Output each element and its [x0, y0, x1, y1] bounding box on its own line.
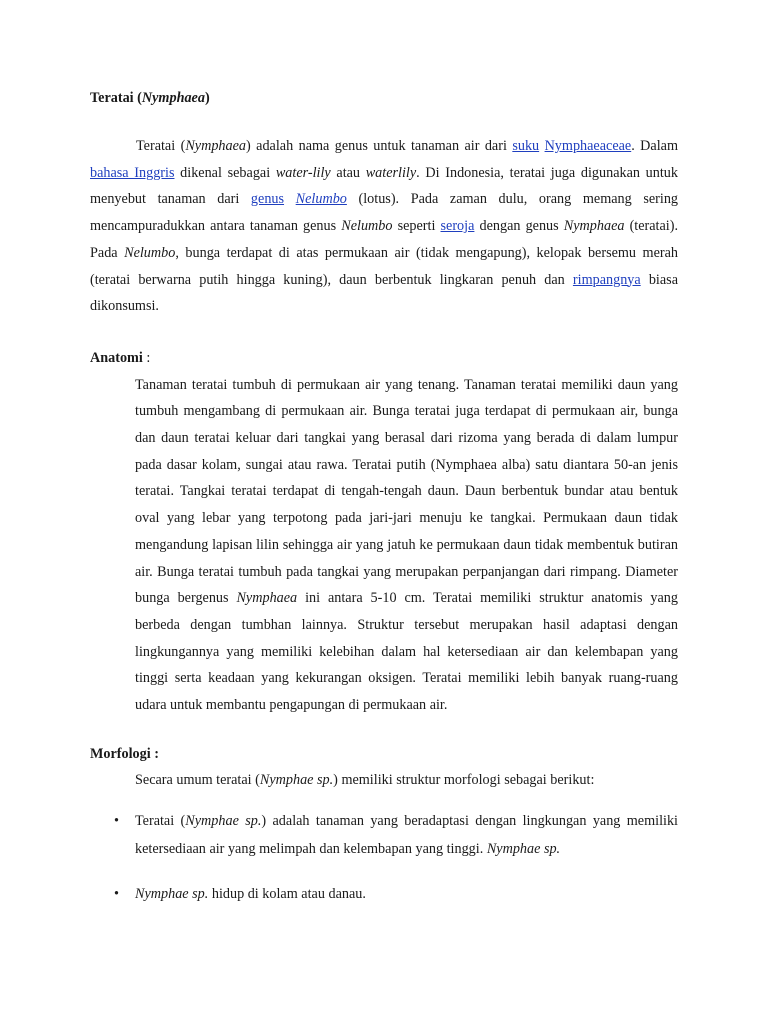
- link-rimpangnya[interactable]: rimpangnya: [572, 271, 641, 288]
- bullet-icon: •: [114, 813, 119, 830]
- anatomi-heading: Anatomi :: [90, 349, 151, 366]
- intro-paragraph: Teratai (Nymphaea) adalah nama genus untuk tanaman air dari suku Nymphaeaceae. Dalam bahasa Inggris dikenal sebagai water-lily atau waterlily. Di Indonesia, teratai juga digunakan untuk menyebut tanaman dari genus Nelumbo (lotus). Pada zaman dulu, orang memang sering mencampuradukkan antara tanaman genus Nelumbo seperti seroja dengan genus Nymphaea (teratai). Pada Nelumbo, bunga terdapat di atas permukaan air (tidak mengapung), kelopak bersemu merah (teratai berwarna putih hingga kuning), daun berbentuk lingkaran penuh dan rimpangnya biasa dikonsumsi.: [90, 138, 679, 315]
- link-suku[interactable]: suku: [512, 138, 540, 154]
- document-page: [90, 88, 678, 927]
- anatomi-paragraph: Tanaman teratai tumbuh di permukaan air yang tenang. Tanaman teratai memiliki daun yang tumbuh mengambang di permukaan air. Bunga teratai juga terdapat di permukaan air, bunga dan daun teratai keluar dari tangkai yang berasal dari rizoma yang berada di dalam lumpur pada dasar kolam, sungai atau rawa. Teratai putih (Nymphaea alba) satu diantara 50-an jenis teratai. Tangkai teratai terdapat di tengah-tengah daun. Daun berbentuk bundar atau bentuk oval yang lebar yang terpotong pada jari-jari menuju ke tangkai. Permukaan daun tidak mengandung lapisan lilin sehingga air yang jatuh ke permukaan daun tidak membentuk butiran air. Bunga teratai tumbuh pada tangkai yang merupakan perpanjangan dari rimpang. Diameter bunga bergenus Nymphaea ini antara 5-10 cm. Teratai memiliki struktur anatomis yang berbeda dengan tumbhan lainnya. Struktur tersebut merupakan hasil adaptasi dengan lingkungannya yang memiliki kelebihan dalam hal ketersediaan air dan kelembapan yang tinggi serta keadaan yang kekurangan oksigen. Teratai memiliki lebih banyak ruang-ruang udara untuk membantu pengapungan di permukaan air.: [135, 376, 678, 714]
- link-bahasa-inggris[interactable]: bahasa Inggris: [90, 164, 175, 181]
- list-item: • Teratai (Nymphae sp.) adalah tanaman yang beradaptasi dengan lingkungan yang memiliki ketersediaan air yang melimpah dan kelembapan yang tinggi. Nymphae sp.: [90, 808, 678, 863]
- morfologi-intro: Secara umum teratai (Nymphae sp.) memiliki struktur morfologi sebagai berikut:: [135, 772, 595, 789]
- list-item: • Nymphae sp. hidup di kolam atau danau.: [90, 881, 678, 909]
- link-nelumbo[interactable]: Nelumbo: [295, 191, 347, 208]
- morfologi-heading: Morfologi :: [90, 745, 159, 762]
- bullet-icon: •: [114, 886, 119, 903]
- title-italic: Nymphaea: [141, 90, 205, 106]
- link-nymphaeaceae[interactable]: Nymphaeaceae: [544, 138, 632, 154]
- link-seroja[interactable]: seroja: [440, 218, 475, 235]
- morfologi-list: [90, 808, 678, 909]
- document-title: Teratai (Nymphaea): [90, 90, 210, 106]
- link-genus[interactable]: genus: [250, 191, 285, 208]
